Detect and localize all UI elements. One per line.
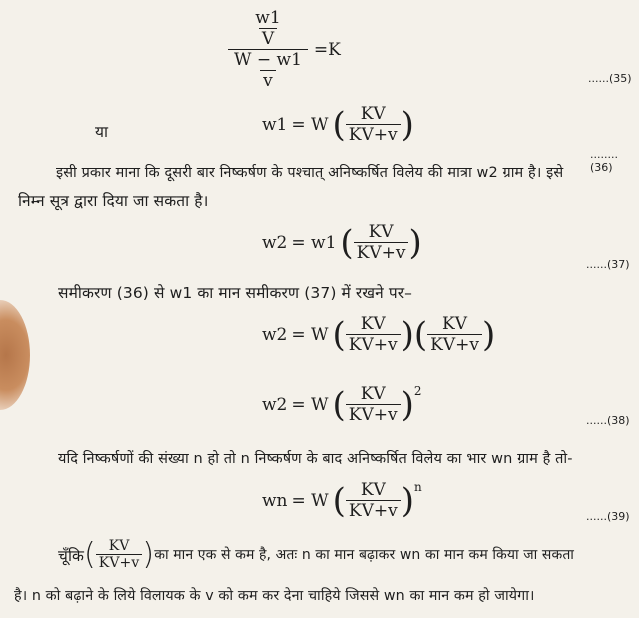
right-paren: ) — [400, 480, 414, 521]
right-paren: ) — [400, 384, 414, 425]
eq35-inner-den: V — [259, 28, 277, 49]
left-paren: ( — [83, 536, 96, 572]
para4-den: KV+v — [96, 554, 143, 571]
para2: समीकरण (36) से w1 का मान समीकरण (37) में रखने पर– — [58, 284, 413, 302]
eq36-tag: ........(36) — [590, 148, 618, 174]
right-paren: ) — [400, 104, 414, 145]
eq39-lhs: wn — [262, 490, 288, 511]
eq37b-den2: KV+v — [427, 334, 482, 355]
eq36-num: KV — [360, 104, 386, 124]
para1-line2: निम्न सूत्र द्वारा दिया जा सकता है। — [18, 192, 209, 210]
eq38-lhs: w2 — [262, 394, 288, 415]
equation-38 — [262, 384, 422, 425]
para3: यदि निष्कर्षणों की संख्या n हो तो n निष्कर्षण के बाद अनिष्कर्षित विलेय का भार wn ग्राम है तो- — [58, 451, 573, 467]
eq37b-num: KV — [360, 314, 386, 334]
left-paren: ( — [340, 222, 354, 263]
eq38-eq: = W — [291, 394, 329, 415]
eq35-rhs: =K — [313, 39, 341, 60]
eq37-den: KV+v — [354, 242, 409, 263]
left-paren: ( — [413, 314, 428, 355]
eq37b-num2: KV — [442, 314, 468, 334]
left-paren: ( — [332, 384, 346, 425]
right-paren: ) — [408, 222, 422, 263]
para4-line2: है। n को बढ़ाने के लिये विलायक के v को कम कर देना चाहिये जिससे wn का मान कम हो जायेगा। — [14, 588, 535, 604]
eq37-tag: ......(37) — [586, 258, 630, 271]
page-stain — [0, 300, 30, 410]
para1-line1: इसी प्रकार माना कि दूसरी बार निष्कर्षण के पश्चात् अनिष्कर्षित विलेय की मात्रा w2 ग्राम है। इसे — [56, 165, 564, 181]
eq38-den: KV+v — [346, 404, 401, 425]
eq37-num: KV — [368, 222, 394, 242]
eq39-exponent: n — [413, 480, 422, 494]
para4-num: KV — [108, 538, 130, 554]
eq38-exponent: 2 — [413, 384, 422, 398]
eq39-num: KV — [360, 480, 386, 500]
eq38-num: KV — [360, 384, 386, 404]
equation-37b — [262, 314, 495, 355]
right-paren: ) — [142, 536, 155, 572]
equation-39 — [262, 480, 422, 521]
eq36-den: KV+v — [346, 124, 401, 145]
eq36-eq: = W — [291, 114, 329, 135]
eq37b-eq: = W — [291, 324, 329, 345]
right-paren: ) — [400, 314, 414, 355]
equation-36 — [262, 104, 414, 145]
equation-35 — [228, 8, 341, 91]
eq35-lower-den: v — [260, 70, 276, 91]
right-paren: ) — [481, 314, 496, 355]
eq35-tag: ......(35) — [588, 72, 632, 85]
para4-pre: चूँकि — [58, 546, 84, 565]
eq39-den: KV+v — [346, 500, 401, 521]
eq35-inner-num: w1 — [255, 8, 281, 28]
equation-37 — [262, 222, 422, 263]
eq37b-den: KV+v — [346, 334, 401, 355]
para4-line1 — [58, 538, 574, 571]
eq37-lhs: w2 — [262, 232, 288, 253]
para4-post: का मान एक से कम है, अतः n का मान बढ़ाकर wn का मान कम किया जा सकता — [154, 547, 575, 563]
left-paren: ( — [332, 314, 346, 355]
eq37b-lhs: w2 — [262, 324, 288, 345]
eq39-eq: = W — [291, 490, 329, 511]
eq36-prefix: या — [95, 123, 109, 141]
eq36-lhs: w1 — [262, 114, 288, 135]
eq35-lower-num: W − w1 — [234, 50, 302, 70]
eq38-tag: ......(38) — [586, 414, 630, 427]
left-paren: ( — [332, 104, 346, 145]
eq37-eq: = w1 — [291, 232, 337, 253]
left-paren: ( — [332, 480, 346, 521]
eq39-tag: ......(39) — [586, 510, 630, 523]
